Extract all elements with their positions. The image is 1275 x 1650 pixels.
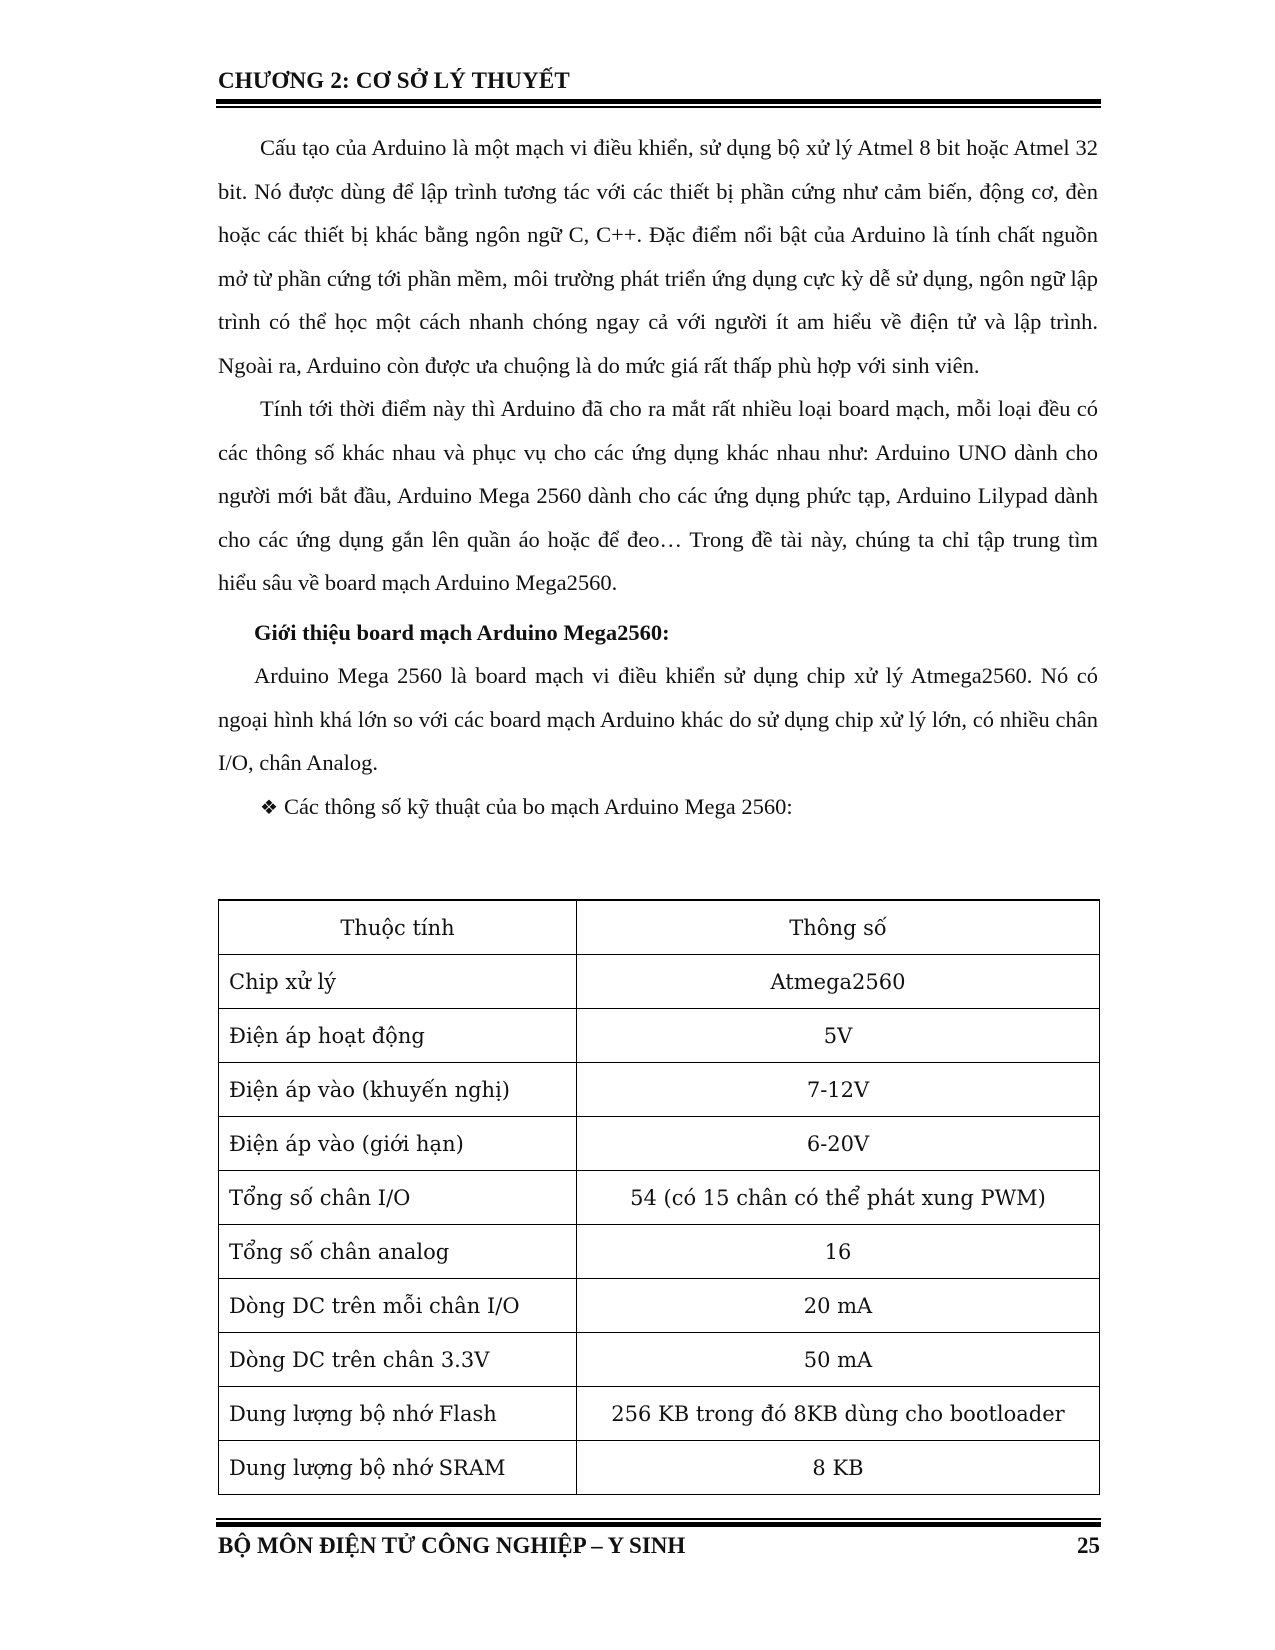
- cell-value: 8 KB: [577, 1441, 1100, 1495]
- cell-attribute: Tổng số chân I/O: [219, 1171, 577, 1225]
- cell-value: 6-20V: [577, 1117, 1100, 1171]
- cell-value: 20 mA: [577, 1279, 1100, 1333]
- cell-value: 5V: [577, 1009, 1100, 1063]
- body-content: [218, 126, 1098, 829]
- table-row: [219, 1441, 1100, 1495]
- page-number: 25: [1077, 1533, 1100, 1558]
- paragraph-mega2560-intro: Arduino Mega 2560 là board mạch vi điều khiển sử dụng chip xử lý Atmega2560. Nó có ngoại hình khá lớn so với các board mạch Arduino khác do sử dụng chip xử lý lớn, có nhiều chân I/O, chân Analog.: [218, 663, 1098, 775]
- cell-value: 54 (có 15 chân có thể phát xung PWM): [577, 1171, 1100, 1225]
- cell-attribute: Điện áp hoạt động: [219, 1009, 577, 1063]
- section-heading-mega2560: Giới thiệu board mạch Arduino Mega2560:: [254, 619, 670, 645]
- table-row: [219, 1387, 1100, 1441]
- bullet-text: Các thông số kỹ thuật của bo mạch Arduino Mega 2560:: [283, 793, 793, 819]
- cell-value: Atmega2560: [577, 955, 1100, 1009]
- paragraph-arduino-structure: Cấu tạo của Arduino là một mạch vi điều khiển, sử dụng bộ xử lý Atmel 8 bit hoặc Atmel 32 bit. Nó được dùng để lập trình tương tác với các thiết bị phần cứng như cảm biến, động cơ, đèn hoặc các thiết bị khác bằng ngôn ngữ C, C++. Đặc điểm nổi bật của Arduino là tính chất nguồn mở từ phần cứng tới phần mềm, môi trường phát triển ứng dụng cực kỳ dễ sử dụng, ngôn ngữ lập trình có thể học một cách nhanh chóng ngay cả với người ít am hiểu về điện tử và lập trình. Ngoài ra, Arduino còn được ưa chuộng là do mức giá rất thấp phù hợp với sinh viên.: [218, 135, 1098, 378]
- cell-value: 7-12V: [577, 1063, 1100, 1117]
- cell-attribute: Dung lượng bộ nhớ SRAM: [219, 1441, 577, 1495]
- cell-attribute: Điện áp vào (giới hạn): [219, 1117, 577, 1171]
- cell-value: 256 KB trong đó 8KB dùng cho bootloader: [577, 1387, 1100, 1441]
- diamond-bullet-icon: ❖: [260, 794, 278, 819]
- cell-value: 50 mA: [577, 1333, 1100, 1387]
- table-header-row: [219, 900, 1100, 955]
- cell-attribute: Dòng DC trên chân 3.3V: [219, 1333, 577, 1387]
- cell-attribute: Điện áp vào (khuyến nghị): [219, 1063, 577, 1117]
- chapter-header: CHƯƠNG 2: CƠ SỞ LÝ THUYẾT: [218, 68, 570, 93]
- header-rule-thick: [216, 99, 1101, 104]
- paragraph-arduino-boards: Tính tới thời điểm này thì Arduino đã cho ra mắt rất nhiều loại board mạch, mỗi loại đều có các thông số khác nhau và phục vụ cho các ứng dụng khác nhau như: Arduino UNO dành cho người mới bắt đầu, Arduino Mega 2560 dành cho các ứng dụng phức tạp, Arduino Lilypad dành cho các ứng dụng gắn lên quần áo hoặc để đeo… Trong đề tài này, chúng ta chỉ tập trung tìm hiểu sâu về board mạch Arduino Mega2560.: [218, 396, 1098, 595]
- table-row: [219, 1225, 1100, 1279]
- column-header-value: Thông số: [577, 900, 1100, 955]
- footer-rule-thick: [216, 1522, 1101, 1527]
- cell-attribute: Dung lượng bộ nhớ Flash: [219, 1387, 577, 1441]
- table-row: [219, 1171, 1100, 1225]
- header-rule-thin: [216, 106, 1101, 108]
- footer-department: BỘ MÔN ĐIỆN TỬ CÔNG NGHIỆP – Y SINH: [218, 1533, 686, 1558]
- column-header-attribute: Thuộc tính: [219, 900, 577, 955]
- table-row: [219, 1063, 1100, 1117]
- footer-rule-thin: [216, 1518, 1101, 1520]
- bullet-specs-intro: [218, 785, 1098, 830]
- spec-table: [218, 899, 1100, 1495]
- cell-attribute: Tổng số chân analog: [219, 1225, 577, 1279]
- table-row: [219, 1117, 1100, 1171]
- cell-attribute: Chip xử lý: [219, 955, 577, 1009]
- cell-attribute: Dòng DC trên mỗi chân I/O: [219, 1279, 577, 1333]
- table-row: [219, 1009, 1100, 1063]
- table-row: [219, 1279, 1100, 1333]
- cell-value: 16: [577, 1225, 1100, 1279]
- table-row: [219, 955, 1100, 1009]
- table-row: [219, 1333, 1100, 1387]
